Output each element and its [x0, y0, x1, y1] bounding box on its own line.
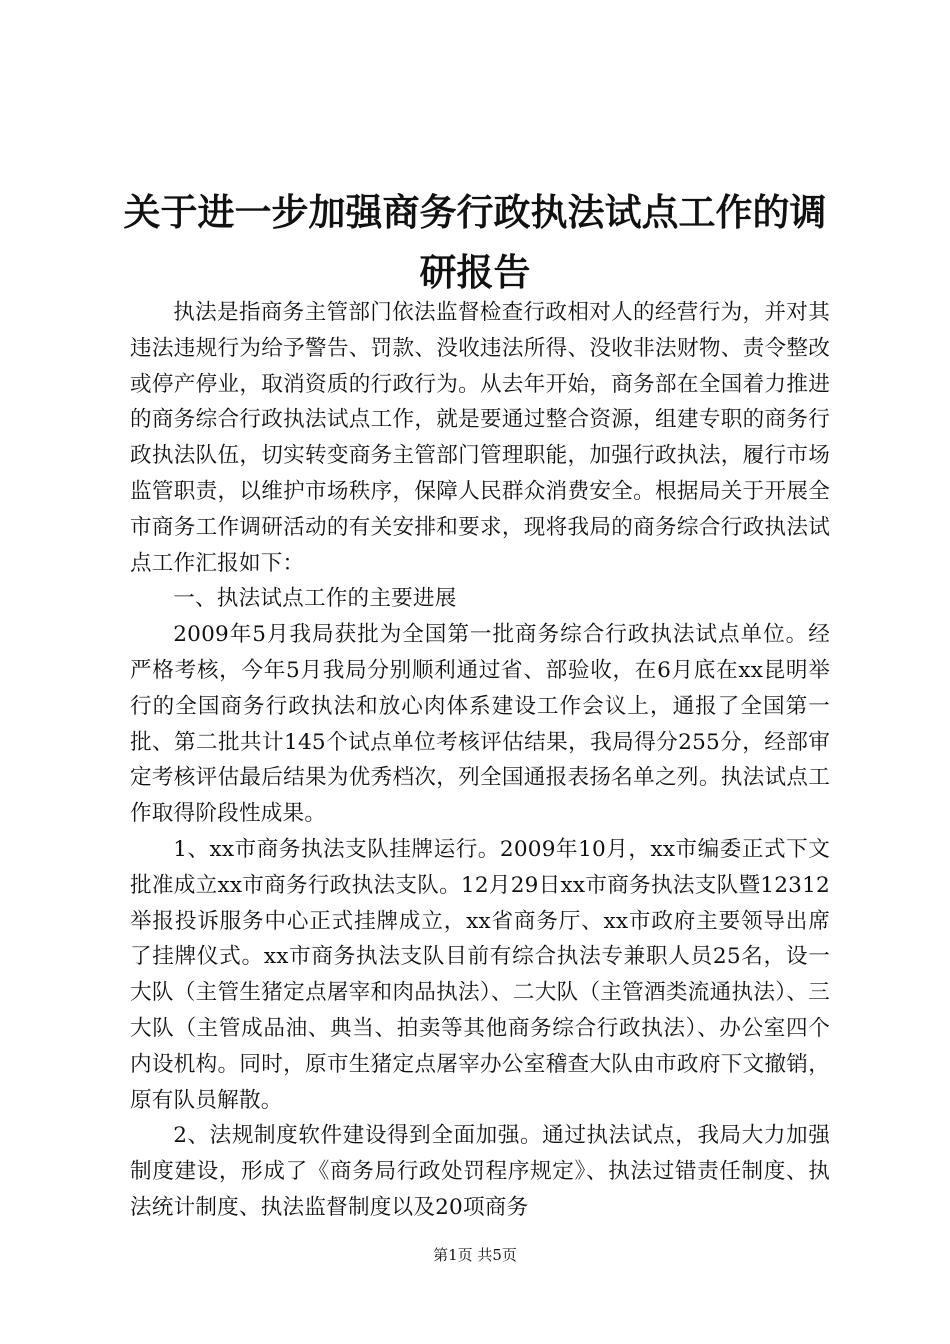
page-number: 第1页 共5页 [433, 1246, 517, 1264]
paragraph-enforcement-team: 1、xx市商务执法支队挂牌运行。2009年10月，xx市编委正式下文批准成立xx市商务行政执法支队。12月29日xx市商务执法支队暨12312举报投诉服务中心正式挂牌成立，xx省商务厅、xx市政府主要领导出席了挂牌仪式。xx市商务执法支队目前有综合执法专兼职人员25名，设一大队（主管生猪定点屠宰和肉品执法）、二大队（主管酒类流通执法）、三大队（主管成品油、典当、拍卖等其他商务综合行政执法）、办公室四个内设机构。同时，原市生猪定点屠宰办公室稽查大队由市政府下文撤销，原有队员解散。 [130, 836, 830, 1113]
document-title: 关于进一步加强商务行政执法试点工作的调研报告 [123, 190, 827, 294]
paragraph-pilot-approval: 2009年5月我局获批为全国第一批商务综合行政执法试点单位。经严格考核，今年5月我局分别顺利通过省、部验收，在6月底在xx昆明举行的全国商务行政执法和放心肉体系建设工作会议上，通报了全国第一批、第二批共计145个试点单位考核评估结果，我局得分255分，经部审定考核评估最后结果为优秀档次，列全国通报表扬名单之列。执法试点工作取得阶段性成果。 [130, 622, 830, 827]
section-heading-progress: 一、执法试点工作的主要进展 [173, 586, 457, 612]
document-body [130, 295, 830, 1226]
paragraph-regulations: 2、法规制度软件建设得到全面加强。通过执法试点，我局大力加强制度建设，形成了《商务局行政处罚程序规定》、执法过错责任制度、执法统计制度、执法监督制度以及20项商务 [130, 1123, 830, 1220]
paragraph-intro: 执法是指商务主管部门依法监督检查行政相对人的经营行为，并对其违法违规行为给予警告、罚款、没收违法所得、没收非法财物、责令整改或停产停业，取消资质的行政行为。从去年开始，商务部在全国着力推进的商务综合行政执法试点工作，就是要通过整合资源，组建专职的商务行政执法队伍，切实转变商务主管部门管理职能，加强行政执法，履行市场监管职责，以维护市场秩序，保障人民群众消费安全。根据局关于开展全市商务工作调研活动的有关安排和要求，现将我局的商务综合行政执法试点工作汇报如下： [130, 300, 830, 576]
